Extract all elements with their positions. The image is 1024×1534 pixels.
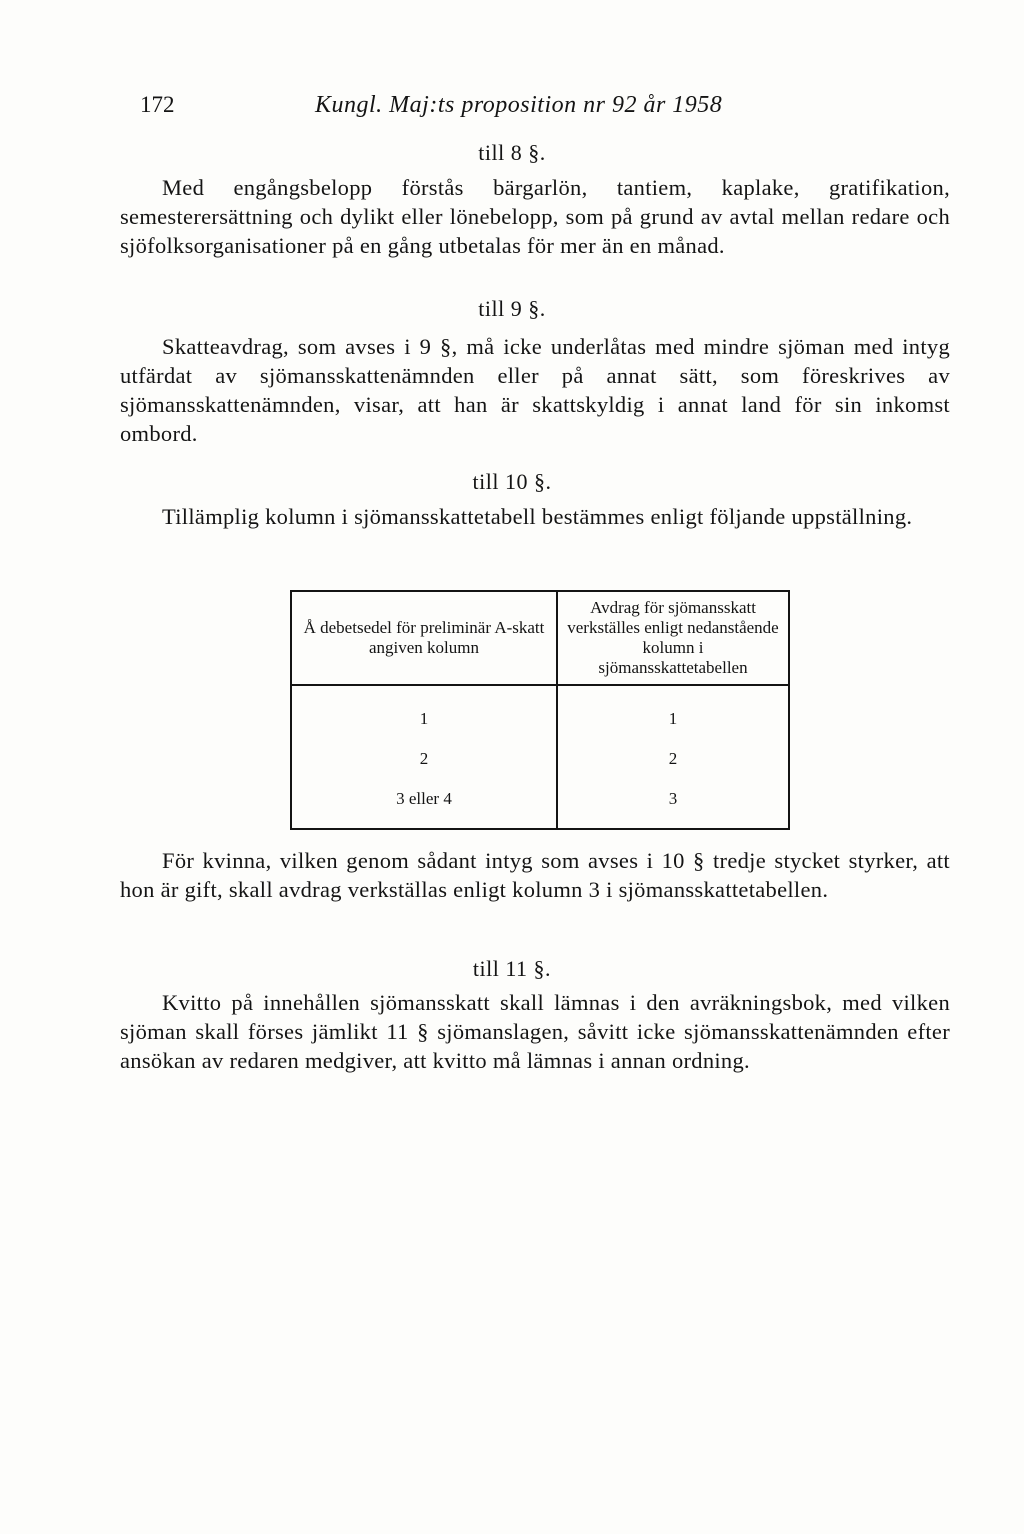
table-row	[291, 739, 789, 779]
table-cell: 2	[291, 739, 557, 779]
section-paragraph-11: Kvitto på innehållen sjömansskatt skall lämnas i den avräkningsbok, med vilken sjöman skall förses jämlikt 11 § sjömanslagen, såvitt icke sjömansskattenämnden efter ansökan av redaren medgiver, att kvitto må lämnas i annan ordning.	[120, 990, 950, 1073]
section-heading-9: till 9 §.	[478, 296, 546, 321]
section-paragraph-10-continued: För kvinna, vilken genom sådant intyg som avses i 10 § tredje stycket styrker, att hon är gift, skall avdrag verkställas enligt kolumn 3 i sjömansskattetabellen.	[120, 848, 950, 902]
column-table	[290, 590, 790, 830]
section-paragraph-10: Tillämplig kolumn i sjömansskattetabell bestämmes enligt följande uppställning.	[162, 504, 913, 529]
page-header	[140, 92, 900, 132]
table-header-col2: Avdrag för sjömansskatt verkställes enligt nedanstående kolumn i sjömansskattetabellen	[557, 591, 789, 685]
section-paragraph-9: Skatteavdrag, som avses i 9 §, må icke underlåtas med mindre sjöman med intyg utfärdat av sjömansskattenämnden eller på annat sätt, som föreskrives av sjömansskattenämnden, visar, att han är skattskyldig i annat land för sin inkomst ombord.	[120, 334, 950, 446]
table-cell: 2	[557, 739, 789, 779]
section-paragraph-8: Med engångsbelopp förstås bärgarlön, tantiem, kaplake, gratifikation, semesterersättning och dylikt eller lönebelopp, som på grund av avtal mellan redare och sjöfolksorganisationer på en gång utbetalas för mer än en månad.	[120, 175, 950, 258]
table-header-col1: Å debetsedel för preliminär A-skatt angiven kolumn	[291, 591, 557, 685]
table-row	[291, 685, 789, 739]
section-heading-10: till 10 §.	[472, 469, 552, 494]
running-title: Kungl. Maj:ts proposition nr 92 år 1958	[315, 92, 723, 118]
table-cell: 1	[291, 685, 557, 739]
table-cell: 3 eller 4	[291, 779, 557, 829]
table-cell: 1	[557, 685, 789, 739]
section-heading-11: till 11 §.	[472, 956, 552, 981]
table-cell: 3	[557, 779, 789, 829]
page-number: 172	[140, 92, 175, 117]
section-heading-8: till 8 §.	[478, 140, 546, 165]
table-row	[291, 779, 789, 829]
